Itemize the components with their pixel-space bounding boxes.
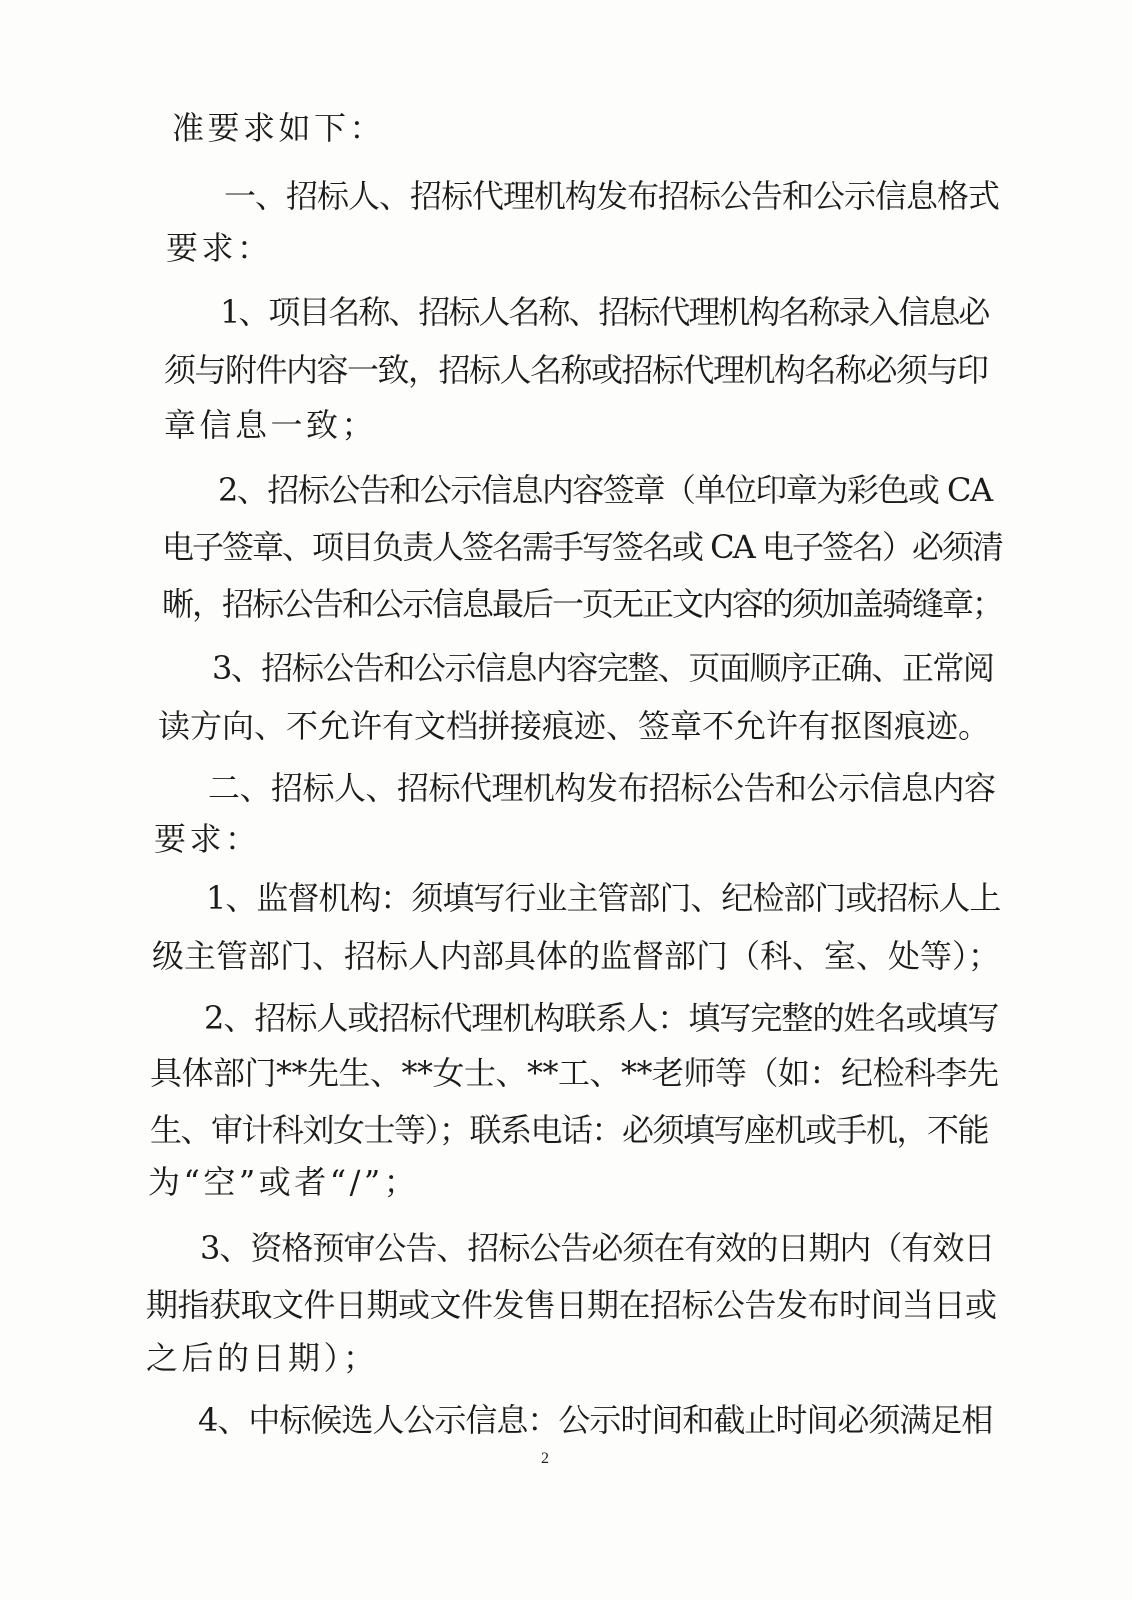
text-line: 2、招标公告和公示信息内容签章（单位印章为彩色或 CA — [218, 471, 992, 509]
text-line: 章信息一致； — [164, 406, 378, 444]
text-line: 要求： — [166, 229, 273, 267]
text-line: 须与附件内容一致，招标人名称或招标代理机构名称必须与印 — [164, 351, 988, 389]
text-line: 准要求如下： — [172, 109, 386, 147]
text-line: 之后的日期）； — [146, 1339, 379, 1377]
text-line: 要求： — [154, 820, 261, 858]
text-line: 级主管部门、招标人内部具体的监督部门（科、室、处等）； — [152, 937, 1001, 975]
text-line: 读方向、不允许有文档拼接痕迹、签章不允许有抠图痕迹。 — [158, 707, 991, 745]
page-number: 2 — [541, 1450, 549, 1467]
text-line: 3、招标公告和公示信息内容完整、页面顺序正确、正常阅 — [212, 649, 994, 687]
text-line: 为“空”或者“/”； — [148, 1163, 420, 1201]
text-line: 3、资格预审公告、招标公告必须在有效的日期内（有效日 — [200, 1229, 995, 1267]
text-line: 2、招标人或招标代理机构联系人：填写完整的姓名或填写 — [204, 999, 999, 1037]
text-line: 4、中标候选人公示信息：公示时间和截止时间必须满足相 — [198, 1401, 993, 1439]
text-line: 晰，招标公告和公示信息最后一页无正文内容的须加盖骑缝章； — [162, 585, 1003, 623]
text-line: 1、监督机构：须填写行业主管部门、纪检部门或招标人上 — [206, 879, 1001, 917]
text-line: 1、项目名称、招标人名称、招标代理机构名称录入信息必 — [220, 293, 989, 331]
text-line: 具体部门**先生、**女士、**工、**老师等（如：纪检科李先 — [150, 1054, 999, 1092]
section-heading: 一、招标人、招标代理机构发布招标公告和公示信息格式 — [224, 177, 1000, 215]
text-line: 期指获取文件日期或文件发售日期在招标公告发布时间当日或 — [146, 1286, 997, 1324]
text-line: 生、审计科刘女士等）；联系电话：必须填写座机或手机，不能 — [150, 1111, 989, 1149]
text-line: 电子签章、项目负责人签名需手写签名或 CA 电子签名）必须清 — [162, 528, 1002, 566]
section-heading: 二、招标人、招标代理机构发布招标公告和公示信息内容 — [208, 769, 996, 807]
